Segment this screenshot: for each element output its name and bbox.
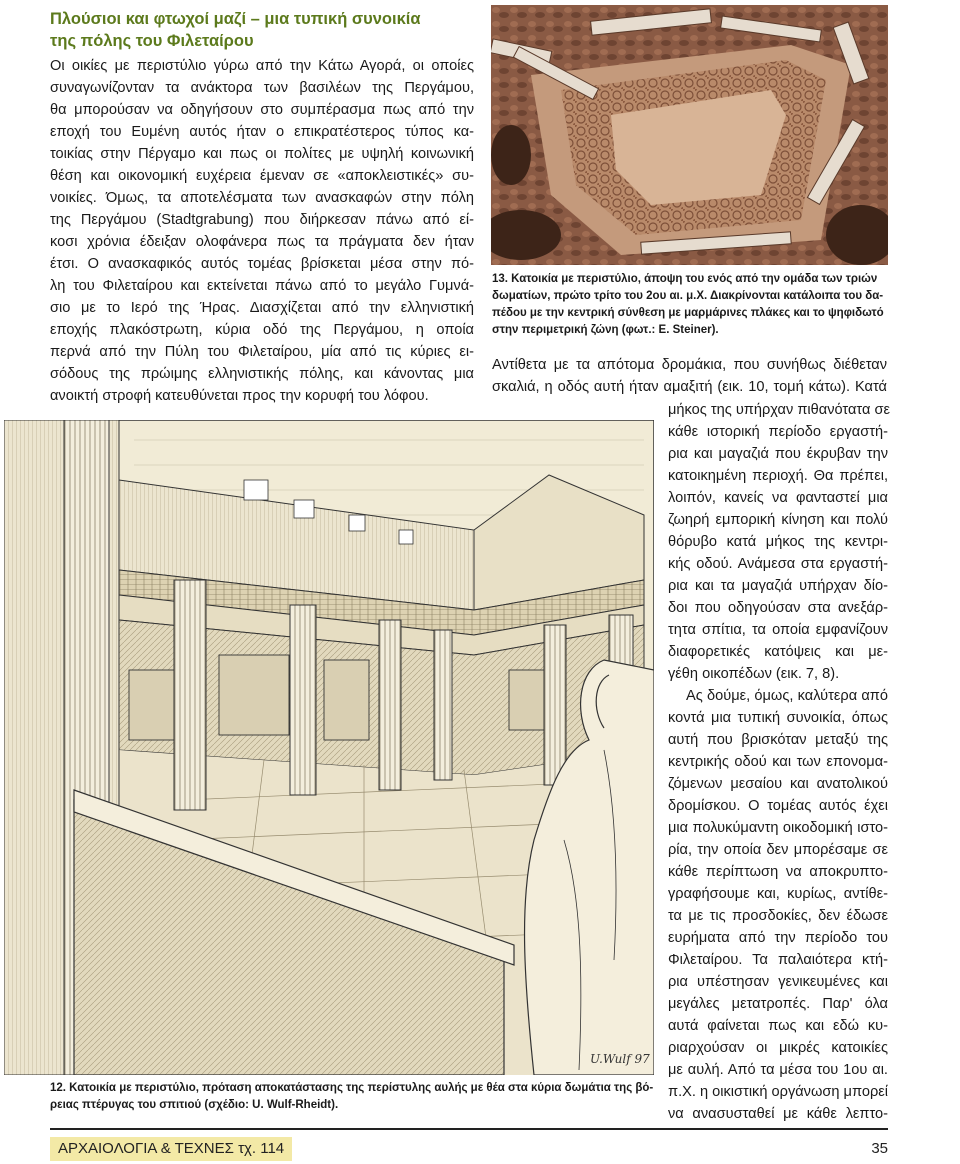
text-line: κής οδού. Ανάμεσα στα εργαστή- (668, 556, 888, 572)
right-intro-paragraph (492, 354, 887, 398)
text-line: κεντρικής οδού και των επονομα- (668, 754, 888, 770)
caption-line: 12. Κατοικία με περιστύλιο, πρόταση αποκατάστασης της περίστυλης αυλής με θέα στα κύρια δωμάτια της βό- (50, 1082, 654, 1094)
text-line: ριαρχούσαν οι μικρές κατοικίες (668, 1040, 888, 1056)
text-line: θόρυβο κατά μήκος της κεντρι- (668, 534, 888, 550)
text-line: μια πολυκύμαντη οικοδομική ιστο- (668, 820, 888, 836)
figure-12-caption (50, 1080, 654, 1114)
text-line: περνά από την Πύλη του Φιλεταίρου, μία από τις κύριες ει- (50, 344, 474, 360)
issue-number: τχ. 114 (238, 1140, 285, 1157)
text-line: ρια υπέστησαν γενικευμένες και (668, 974, 888, 990)
text-line: γραφήσουμε και, κυρίως, αντίθε- (668, 886, 888, 902)
text-line: εποχής πλακόστρωτη, κύρια οδό της Περγάμου, η οποία (50, 322, 474, 338)
text-line: ρια και τα μαγαζιά υπήρχαν δίο- (668, 578, 888, 594)
text-line: ζόμενων μεσαίου και ανατολικού (668, 776, 888, 792)
text-line: Ας δούμε, όμως, καλύτερα από (686, 688, 888, 704)
caption-line: δωματίων, πρώτο τρίτο του 2ου αι. μ.Χ. Διακρίνονται κατάλοιπα του δα- (492, 290, 884, 302)
text-line: θα μπορούσαν να οδηγήσουν στο συμπέρασμα πως από την (50, 102, 474, 118)
text-line: νοικίες. Όμως, τα αποτελέσματα των ανασκαφών στην πόλη (50, 190, 474, 206)
text-line: δοι που οδηγούσαν στα ανεξάρ- (668, 600, 888, 616)
caption-line: πέδου με την κεντρική σύνθεση με μαρμάρινες πλάκες και το ψηφιδωτό (492, 307, 884, 319)
text-line: Αντίθετα με τα απότομα δρομάκια, που συνήθως διέθεταν (492, 357, 887, 373)
text-line: λη του Φιλεταίρου και εκτείνεται πάνω από το μεγάλο Γυμνά- (50, 278, 474, 294)
text-line: κοσι χρόνια έδειξαν ολοφάνερα πως τα πράγματα δεν ήταν (50, 234, 474, 250)
excavation-photo (491, 5, 888, 265)
text-line: κοντά μια τυπική συνοικία, όπως (668, 710, 888, 726)
text-line: να ανασυσταθεί με κάθε λεπτο- (668, 1106, 888, 1122)
heading-line: Πλούσιοι και φτωχοί μαζί – μια τυπική συνοικία (50, 10, 421, 28)
text-line: τοικίας στην Πέργαμο και πως οι πολίτες με υψηλή κοινωνική (50, 146, 474, 162)
journal-name: ΑΡΧΑΙΟΛΟΓΙΑ & ΤΕΧΝΕΣ (58, 1140, 234, 1157)
journal-footer (50, 1137, 292, 1161)
text-line: τα με τις προσδοκίες, δεν έδωσε (668, 908, 888, 924)
text-line: δρομίσκου. Ο τομέας αυτός έχει (668, 798, 888, 814)
text-line: ανοικτή στροφή κατευθύνεται προς την κορυφή του λόφου. (50, 388, 429, 404)
text-line: με αυλή. Από τα μέσα του 1ου αι. (668, 1062, 888, 1078)
text-line: σκαλιά, η οδός αυτή ήταν αμαξιτή (εικ. 10, τομή κάτω). Κατά (492, 379, 887, 395)
text-line: αυτή που βρισκόταν μεταξύ της (668, 732, 888, 748)
text-line: μεγάλες μετατροπές. Παρ' όλα (668, 996, 888, 1012)
peristyle-drawing (4, 420, 654, 1075)
text-line: διαφορετικές κατόψεις και με- (668, 644, 888, 660)
text-line: σιο με το Ιερό της Ήρας. Διασχίζεται από την ελληνιστική (50, 300, 474, 316)
text-line: έτσι. Ο ανασκαφικός αυτός τομέας βρίσκεται μέσα στην πό- (50, 256, 474, 272)
text-line: αυτά φαίνεται πως και εδώ κυ- (668, 1018, 888, 1034)
text-line: συναγωνίζονταν τα ανάκτορα των βασιλέων της Περγάμου, (50, 80, 474, 96)
figure-13-caption (492, 271, 892, 339)
footer-rule (50, 1128, 888, 1130)
text-line: της Περγάμου (Stadtgrabung) που διήρκεσαν πάνω από εί- (50, 212, 474, 228)
heading-line: της πόλης του Φιλεταίρου (50, 32, 254, 50)
text-line: τητα σπίτια, τα οποία εμφανίζουν (668, 622, 888, 638)
text-line: κάθε ιστορική περίοδο εργαστή- (668, 424, 888, 440)
text-line: θέση και οικονομική ευχέρεια έμεναν σε «αποκλειστικές» συ- (50, 168, 474, 184)
caption-line: ρειας πτέρυγας του σπιτιού (σχέδιο: U. Wulf-Rheidt). (50, 1099, 339, 1111)
text-line: σόδους της πρώιμης ελληνιστικής πόλης, και κάνοντας μια (50, 366, 474, 382)
text-line: ζωηρή εμπορική κίνηση και πολύ (668, 512, 888, 528)
artist-signature: U.Wulf 97 (590, 1052, 650, 1066)
right-column-text (668, 399, 888, 1125)
text-line: ρία, την οποία δεν μπορέσαμε σε (668, 842, 888, 858)
intro-paragraph (50, 55, 474, 407)
article-heading (50, 8, 470, 52)
caption-line: στην περιμετρική ζώνη (φωτ.: E. Steiner). (492, 324, 719, 336)
text-line: κατοικημένη περιοχή. Θα πρέπει, (668, 468, 888, 484)
text-line: γέθη οικοπέδων (εικ. 7, 8). (668, 666, 840, 682)
text-line: Φιλεταίρου. Τα παλαιότερα κτή- (668, 952, 888, 968)
text-line: Οι οικίες με περιστύλιο γύρω από την Κάτω Αγορά, οι οποίες (50, 58, 474, 74)
text-line: εποχή του Ευμένη αυτός ήταν ο επικρατέστερος τύπος κα- (50, 124, 474, 140)
text-line: ρια και μαγαζιά που έκρυβαν την (668, 446, 888, 462)
page-number: 35 (871, 1140, 888, 1157)
text-line: ευρήματα από την περίοδο του (668, 930, 888, 946)
text-line: μήκος της υπήρχαν πιθανότατα σε (668, 402, 890, 418)
caption-line: 13. Κατοικία με περιστύλιο, άποψη του ενός από την ομάδα των τριών (492, 273, 878, 285)
text-line: λοιπόν, κανείς να φανταστεί μια (668, 490, 888, 506)
text-line: π.Χ. η οικιστική οργάνωση μπορεί (668, 1084, 888, 1100)
text-line: κάθε περίπτωση να αποκρυπτο- (668, 864, 888, 880)
